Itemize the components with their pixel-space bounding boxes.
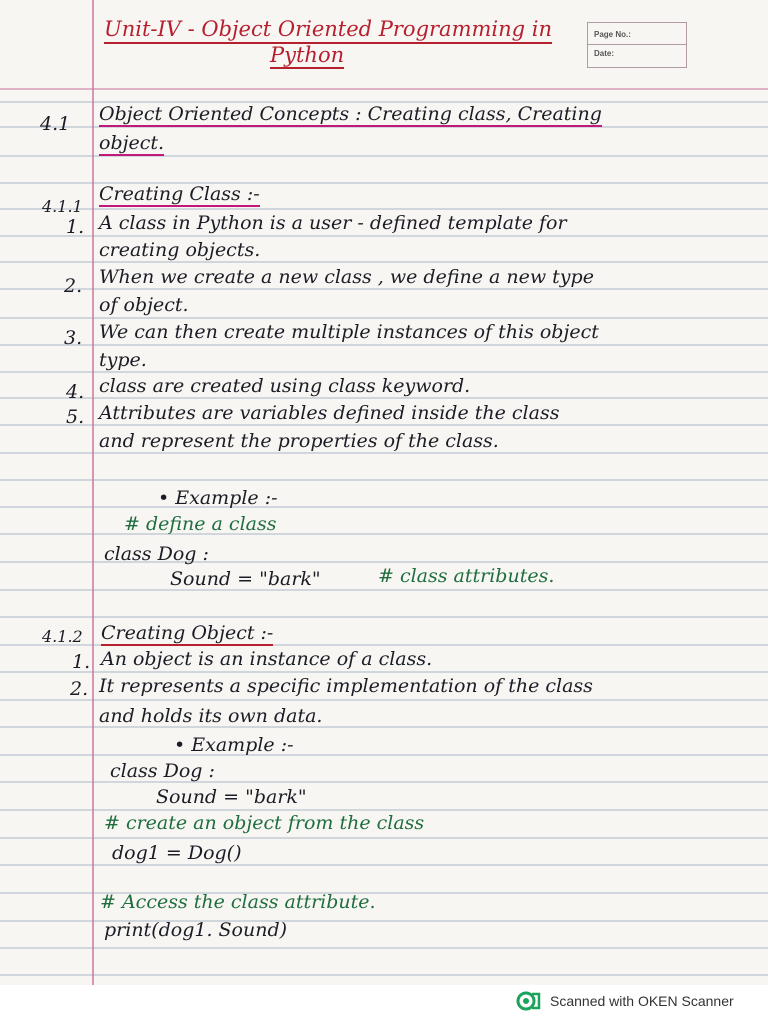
code-comment: # define a class (124, 513, 277, 535)
point-line: A class in Python is a user - defined template for (99, 212, 567, 234)
point-line: class are created using class keyword. (99, 375, 471, 397)
point-number: 1. (66, 216, 85, 238)
page-title-line1: Unit-IV - Object Oriented Programming in (104, 18, 552, 44)
point-number: 2. (64, 275, 83, 297)
code-line: Sound = "bark" (170, 568, 321, 590)
point-number: 5. (66, 406, 85, 428)
section-4-1-1-heading (99, 183, 260, 205)
point-line: Attributes are variables defined inside the class (99, 402, 560, 424)
code-line: print(dog1. Sound) (104, 919, 288, 941)
example-label: • Example :- (174, 734, 294, 756)
date-label: Date: (594, 49, 615, 58)
code-line: Sound = "bark" (156, 786, 307, 808)
code-line: class Dog : (104, 543, 209, 565)
point-line: type. (99, 349, 147, 371)
code-comment: # create an object from the class (104, 812, 425, 834)
point-number: 2. (70, 678, 89, 700)
section-4-1-1-heading-text: Creating Class :- (99, 183, 260, 205)
example-label: • Example :- (158, 487, 278, 509)
section-number-4-1-2: 4.1.2 (42, 627, 83, 646)
point-number: 4. (66, 381, 85, 403)
point-number: 1. (72, 651, 91, 673)
page-title-line2: Python (270, 43, 345, 67)
point-line: When we create a new class , we define a new type (99, 266, 594, 288)
code-line: dog1 = Dog() (112, 842, 242, 864)
scanner-credit-text: Scanned with OKEN Scanner (550, 993, 734, 1009)
section-4-1-heading-line1 (99, 103, 602, 125)
section-4-1-heading-line2 (99, 132, 164, 154)
section-4-1-heading-text: Object Oriented Concepts : Creating class, Creating (99, 103, 602, 125)
section-number-4-1: 4.1 (40, 113, 71, 135)
point-line: An object is an instance of a class. (101, 648, 433, 670)
section-4-1-2-heading-text: Creating Object :- (101, 622, 274, 644)
point-line: and holds its own data. (99, 705, 323, 727)
page-date-box (587, 22, 687, 68)
point-line: of object. (99, 294, 189, 316)
oken-scanner-logo-icon (516, 990, 542, 1012)
section-4-1-2-heading (101, 622, 273, 644)
point-line: It represents a specific implementation of the class (99, 675, 593, 697)
section-4-1-heading-text2: object. (99, 132, 165, 154)
code-comment: # Access the class attribute. (100, 891, 376, 913)
point-line: We can then create multiple instances of this object (99, 321, 599, 343)
point-number: 3. (64, 327, 83, 349)
point-line: and represent the properties of the class. (99, 430, 499, 452)
code-line: class Dog : (110, 760, 215, 782)
section-number-4-1-1: 4.1.1 (42, 197, 83, 216)
page-no-label: Page No.: (594, 30, 631, 39)
code-comment: # class attributes. (378, 565, 555, 587)
point-line: creating objects. (99, 239, 261, 261)
scanner-footer (516, 989, 734, 1013)
